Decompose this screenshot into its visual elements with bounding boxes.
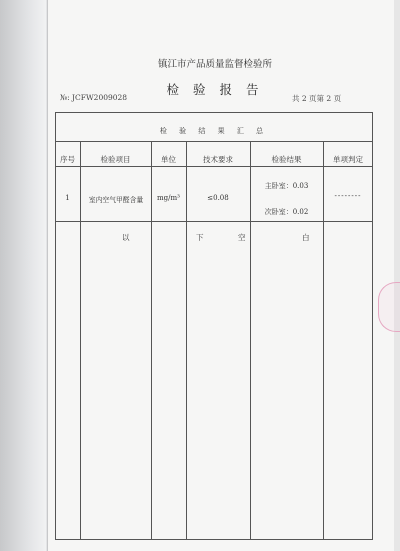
page-edge xyxy=(394,0,400,551)
col-header-unit: 单位 xyxy=(161,155,176,164)
document-title: 检 验 报 告 xyxy=(166,82,264,97)
col-header-index: 序号 xyxy=(60,155,75,164)
col-header-item: 检验项目 xyxy=(100,155,131,164)
binder-margin xyxy=(0,0,48,551)
summary-title: 检 验 结 果 汇 总 xyxy=(159,127,269,135)
row-requirement: ≤0.08 xyxy=(207,194,229,202)
blank-notice-char: 白 xyxy=(302,233,310,242)
table-column-rule xyxy=(250,141,251,540)
col-header-result: 检验结果 xyxy=(271,155,302,164)
row-unit: mg/m³ xyxy=(157,194,180,202)
institution-name: 镇江市产品质量监督检验所 xyxy=(157,59,272,70)
col-header-requirement: 技术要求 xyxy=(203,155,233,164)
blank-notice-char: 空 xyxy=(238,233,246,242)
row-item: 室内空气甲醛含量 xyxy=(88,196,144,204)
table-rule xyxy=(55,221,373,222)
table-rule xyxy=(55,166,373,167)
row-result-master-bedroom: 主卧室：0.03 xyxy=(264,182,309,190)
seal-stamp-fragment xyxy=(378,282,400,332)
row-judgment: -------- xyxy=(334,192,362,200)
col-header-judgment: 单项判定 xyxy=(333,155,363,164)
page-indicator: 共 2 页第 2 页 xyxy=(292,94,342,103)
table-rule xyxy=(55,141,373,142)
blank-notice-char: 以 xyxy=(122,233,130,242)
row-result-second-bedroom: 次卧室：0.02 xyxy=(264,208,309,216)
report-number: №: JCFW2009028 xyxy=(60,93,128,102)
blank-notice-char: 下 xyxy=(196,233,204,242)
table-column-rule xyxy=(323,141,324,540)
row-index: 1 xyxy=(65,194,70,202)
results-table xyxy=(55,112,373,540)
